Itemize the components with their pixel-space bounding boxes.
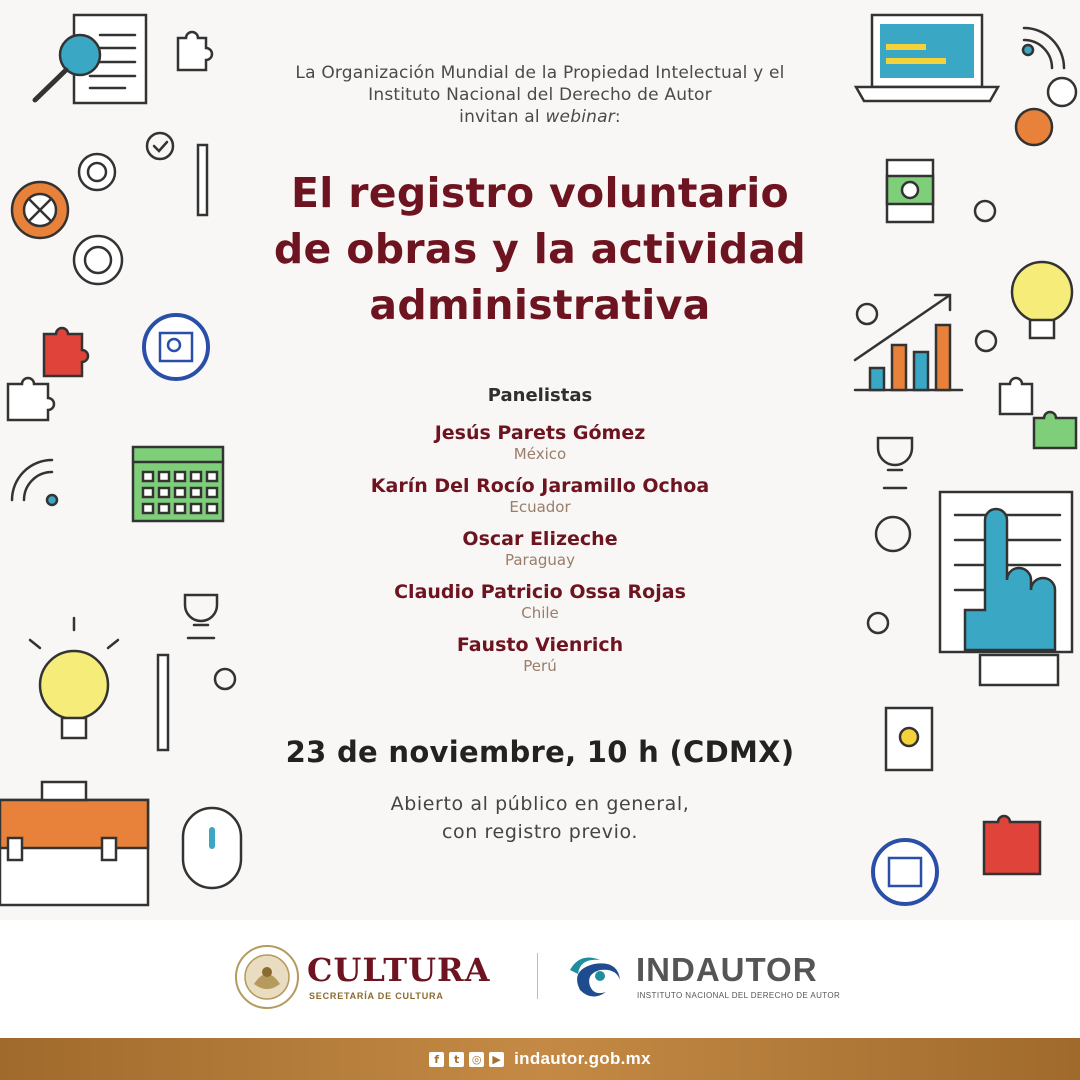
intro-webinar-word: webinar [545,107,615,127]
intro-text [240,62,840,128]
event-date: 23 de noviembre, 10 h (CDMX) [285,735,795,769]
panelist-item [240,580,840,623]
cultura-logo-subtitle: SECRETARÍA DE CULTURA [309,991,444,1001]
panelist-country: Chile [521,604,559,622]
note-line-1: Abierto al público en general, [390,793,690,815]
panelist-item [240,421,840,464]
briefcase-icon [0,782,148,905]
lightbulb-icon-right [1012,262,1072,338]
event-title [240,165,840,333]
logo-divider [537,953,538,999]
document-pointer-icon [940,492,1072,685]
pencil-icon [158,655,168,750]
panelist-item [240,474,840,517]
facebook-icon[interactable]: f [429,1052,444,1067]
bar-chart-icon [855,295,962,390]
panelist-item [240,633,840,676]
check-icon [147,133,173,159]
wifi-icon [12,460,57,505]
cultura-logo-text: CULTURA [307,951,491,989]
panelist-country: Perú [523,657,557,675]
instagram-icon[interactable]: ◎ [469,1052,484,1067]
puzzle-icon [178,32,212,70]
gear-icon-right [1048,78,1076,106]
number-one-icon [876,517,910,551]
youtube-icon[interactable]: ▶ [489,1052,504,1067]
indautor-logo-subtitle: INSTITUTO NACIONAL DEL DERECHO DE AUTOR [637,991,841,1000]
registration-note [240,790,840,846]
pen-icon [198,145,207,215]
gear-icon-orange [1016,109,1052,145]
puzzle-green-icon [1034,412,1076,448]
indautor-logo-icon [566,950,628,1000]
panelist-name: Claudio Patricio Ossa Rojas [394,581,686,603]
document-search-icon [35,15,146,103]
title-line-2: de obras y la actividad [273,225,807,273]
check-icon-right-2 [976,331,996,351]
social-icons [429,1052,504,1067]
plus-circle-icon-right [975,201,995,221]
panelist-name: Fausto Vienrich [456,634,624,656]
note-line-2: con registro previo. [442,821,638,843]
panelist-country: Paraguay [504,551,576,569]
plus-circle-icon [215,669,235,689]
panelists-heading: Panelistas [487,385,593,406]
website-link[interactable]: indautor.gob.mx [514,1049,651,1068]
footer-bar [0,1038,1080,1080]
panelists-list [240,421,840,686]
intro-line-1: La Organización Mundial de la Propiedad Intelectual y el [295,63,785,83]
puzzle-icon-right [1000,378,1032,414]
puzzle-red-icon-right [984,816,1040,874]
intro-line-3-suffix: : [614,107,621,127]
panelist-name: Oscar Elizeche [462,528,618,550]
twitter-icon[interactable]: t [449,1052,464,1067]
intro-line-2: Instituto Nacional del Derecho de Autor [368,85,712,105]
trophy-icon [185,595,217,638]
indautor-logo-text: INDAUTOR [636,951,818,988]
panelist-item [240,527,840,570]
panelist-country: Ecuador [509,498,571,516]
lightbulb-icon [30,618,118,738]
title-line-3: administrativa [369,281,711,329]
intro-line-3-prefix: invitan al [459,107,546,127]
title-line-1: El registro voluntario [290,169,790,217]
gear-icon [12,154,122,284]
coffee-cup-icon-2 [886,708,932,770]
puzzle-red-icon [44,328,88,376]
check-icon-right [857,304,877,324]
panelist-name: Jesús Parets Gómez [434,422,646,444]
puzzle-icon-2 [8,378,54,420]
wifi-icon-right [1023,28,1064,68]
intro-line-3 [240,106,840,128]
panelist-name: Karín Del Rocío Jaramillo Ochoa [370,475,710,497]
laptop-icon [856,15,998,101]
mexico-seal-logo [234,944,300,1010]
panelist-country: México [513,445,567,463]
coffee-cup-icon [887,160,933,222]
logo-band [0,920,1080,1038]
trophy-icon-right [878,438,912,488]
check-icon-right-3 [868,613,888,633]
